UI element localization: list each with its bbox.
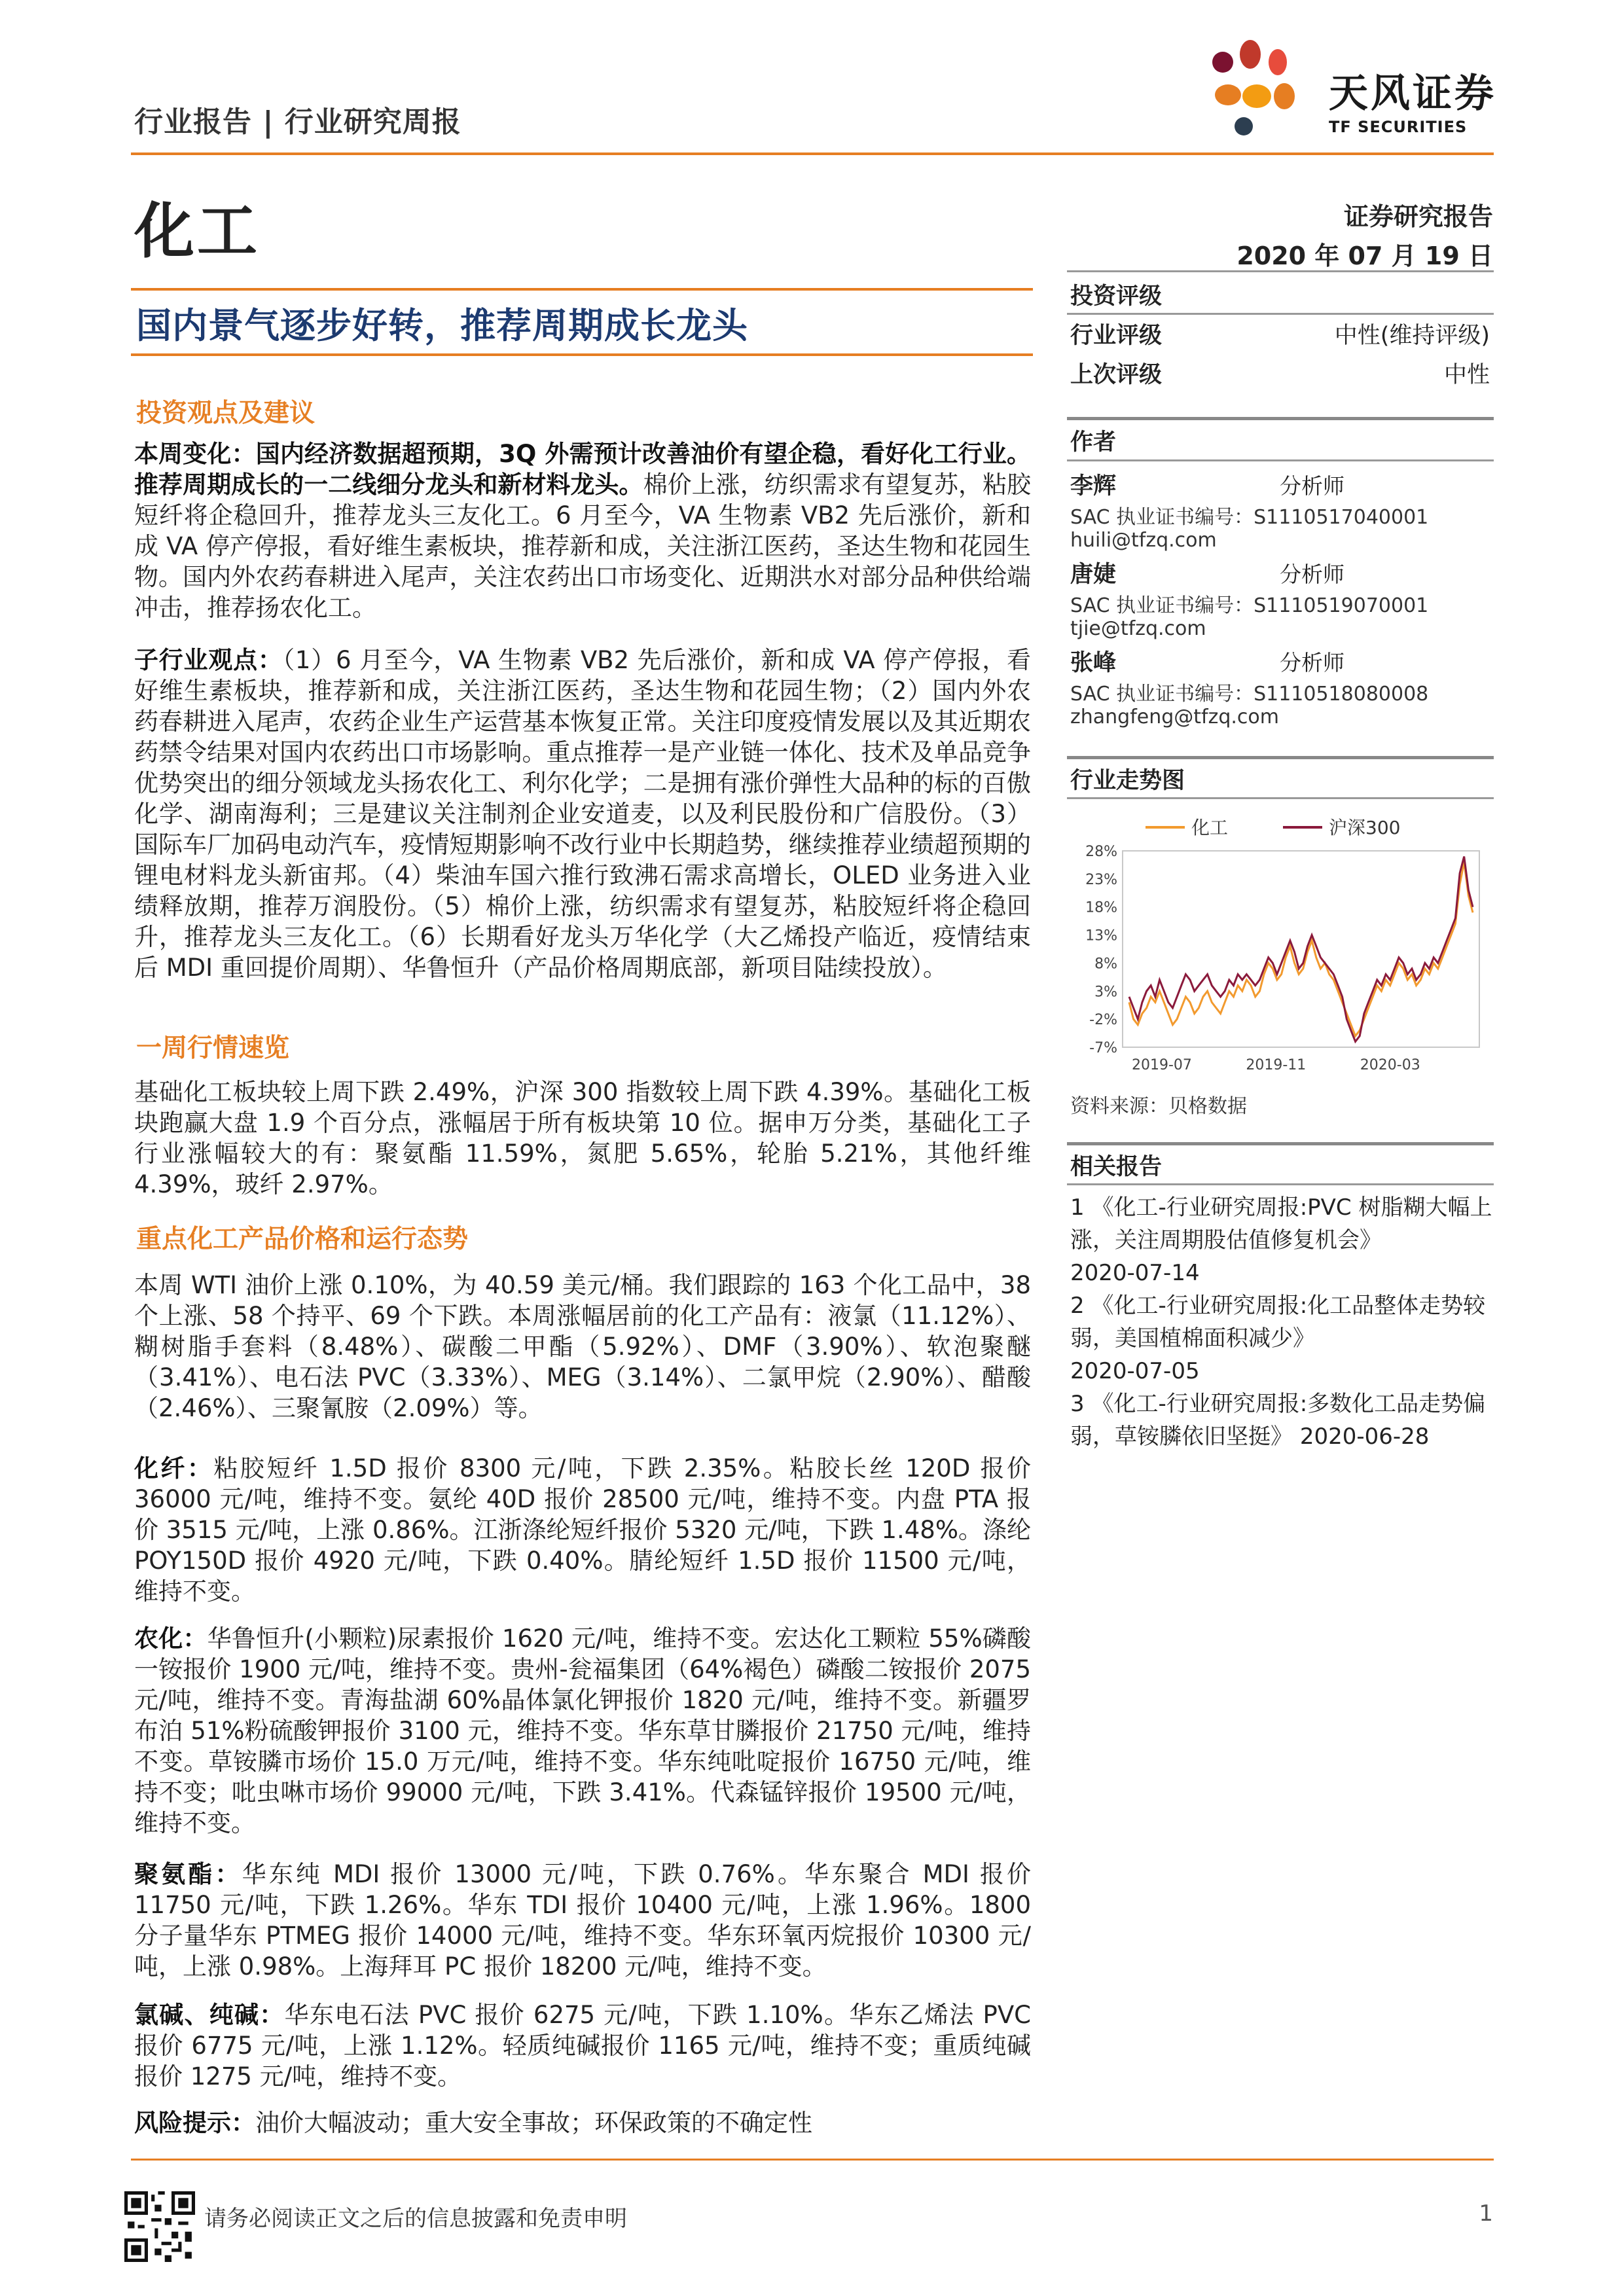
related-report-text: 2 《化工-行业研究周报:化工品整体走势较弱，美国植棉面积减少》 — [1070, 1293, 1486, 1352]
agri-bold: 农化： — [134, 1624, 208, 1653]
authors-rule — [1067, 459, 1494, 461]
y-tick-label: 23% — [1085, 871, 1117, 888]
qr-code-icon[interactable] — [124, 2191, 195, 2262]
trend-rule — [1067, 797, 1494, 799]
prev-rating-value: 中性 — [1443, 362, 1490, 388]
fiber-paragraph — [134, 1453, 1031, 1607]
plot-frame — [1123, 851, 1479, 1047]
investment-paragraph-1 — [134, 439, 1031, 623]
prev-rating-label: 上次评级 — [1070, 362, 1163, 388]
ca-paragraph — [134, 2000, 1031, 2092]
author-sac: SAC 执业证书编号：S1110519070001 — [1070, 594, 1429, 617]
doc-type: 证券研究报告 — [1343, 202, 1493, 231]
related-report-title: 3 《化工-行业研究周报:多数化工品走势偏弱，草铵膦依旧坚挺》 — [1070, 1391, 1486, 1450]
fiber-text: 粘胶短纤 1.5D 报价 8300 元/吨，下跌 2.35%。粘胶长丝 120D 报价 36000 元/吨，维持不变。氨纶 40D 报价 28500 元/吨，维持不变。内盘 PTA 报价 3515 元/吨，上涨 0.86%。江浙涤纶短纤报价 5320 元/吨，下跌 1.48%。涤纶 POY150D 报价 4920 元/吨，下跌 0.40%。腈纶短纤 1.5D 报价 11500 元/吨，维持不变。 — [134, 1454, 1031, 1605]
header-rule — [131, 152, 1494, 155]
agri-text: 华鲁恒升(小颗粒)尿素报价 1620 元/吨，维持不变。宏达化工颗粒 55%磷酸一铵报价 1900 元/吨，维持不变。贵州-瓮福集团（64%褐色）磷酸二铵报价 2075 元/吨，维持不变。青海盐湖 60%晶体氯化钾报价 1820 元/吨，维持不变。新疆罗布泊 51%粉硫酸钾报价 3100 元，维持不变。华东草甘膦报价 21750 元/吨，维持不变。草铵膦市场价 15.0 万元/吨，维持不变。华东纯吡啶报价 16750 元/吨，维持不变；吡虫啉市场价 99000 元/吨，下跌 3.41%。代森锰锌报价 19500 元/吨，维持不变。 — [134, 1624, 1032, 1837]
pu-paragraph — [134, 1859, 1031, 1982]
legend-label-chemical: 化工 — [1191, 817, 1229, 838]
ca-text: 华东电石法 PVC 报价 6275 元/吨，下跌 1.10%。华东乙烯法 PVC 报价 6775 元/吨，上涨 1.12%。轻质纯碱报价 1165 元/吨，维持不变；重质纯碱报价 1275 元/吨，维持不变。 — [134, 2001, 1032, 2090]
related-report-item[interactable] — [1070, 1191, 1492, 1289]
legend-label-hs300: 沪深300 — [1329, 817, 1401, 838]
industry-rating-value: 中性(维持评级) — [1334, 323, 1490, 349]
prices-paragraph: 本周 WTI 油价上涨 0.10%，为 40.59 美元/桶。我们跟踪的 163 个化工品中，38 个上涨、58 个持平、69 个下跌。本周涨幅居前的化工产品有：液氯（11.12%）、糊树脂手套料（8.48%）、碳酸二甲酯（5.92%）、DMF（3.90%）、软泡聚醚（3.41%）、电石法 PVC（3.33%）、MEG（3.14%）、二氯甲烷（2.90%）、醋酸（2.46%）、三聚氰胺（2.09%）等。 — [134, 1271, 1031, 1422]
page-number: 1 — [1479, 2200, 1493, 2227]
chart-source: 资料来源：贝格数据 — [1070, 1095, 1247, 1118]
fiber-bold: 化纤： — [134, 1454, 214, 1482]
section-weekly-heading: 一周行情速览 — [136, 1033, 290, 1063]
footer-rule — [131, 2159, 1494, 2161]
related-rule-top — [1067, 1142, 1494, 1145]
related-report-text: 1 《化工-行业研究周报:PVC 树脂糊大幅上涨，关注周期股估值修复机会》 — [1070, 1194, 1492, 1253]
author-role: 分析师 — [1280, 650, 1344, 675]
author-role: 分析师 — [1280, 473, 1344, 499]
agri-paragraph — [134, 1623, 1031, 1839]
authors-heading: 作者 — [1070, 429, 1117, 456]
y-tick-label: 13% — [1085, 927, 1117, 944]
industry-trend-chart — [1067, 805, 1494, 1080]
x-tick-label: 2019-07 — [1131, 1057, 1192, 1073]
report-title: 国内景气逐步好转，推荐周期成长龙头 — [136, 305, 748, 346]
trend-heading: 行业走势图 — [1070, 768, 1185, 794]
doc-date: 2020 年 07 月 19 日 — [1236, 242, 1493, 270]
logo-text-cn: 天风证券 — [1329, 71, 1496, 117]
y-tick-label: 3% — [1094, 984, 1117, 1001]
related-rule — [1067, 1183, 1494, 1185]
investment-p1-bold: 本周变化：国内经济数据超预期，3Q 外需预计改善油价有望企稳，看好化工行业。推荐周期成长的一二线细分龙头和新材料龙头。 — [134, 440, 1031, 499]
chart-legend — [1146, 817, 1400, 838]
author-sac: SAC 执业证书编号：S1110518080008 — [1070, 683, 1429, 706]
investment-p2-bold: 子行业观点： — [134, 646, 283, 674]
chart-series — [1129, 857, 1473, 1042]
related-report-item[interactable] — [1070, 1289, 1492, 1388]
y-axis — [1085, 844, 1117, 1056]
author-name: 张峰 — [1070, 650, 1117, 676]
title-rule-bottom — [131, 353, 1033, 356]
related-report-date: 2020-07-14 — [1070, 1260, 1200, 1286]
author-email[interactable]: zhangfeng@tfzq.com — [1070, 706, 1279, 728]
trend-rule-top — [1067, 756, 1494, 759]
rating-heading: 投资评级 — [1070, 283, 1163, 310]
x-axis — [1132, 1057, 1420, 1073]
x-tick-label: 2020-03 — [1360, 1057, 1420, 1073]
section-prices-heading: 重点化工产品价格和运行态势 — [136, 1225, 469, 1254]
footer-disclaimer: 请务必阅读正文之后的信息披露和免责申明 — [204, 2206, 627, 2232]
author-email[interactable]: tjie@tfzq.com — [1070, 617, 1206, 640]
y-tick-label: 18% — [1085, 899, 1117, 916]
risk-text: 油价大幅波动；重大安全事故；环保政策的不确定性 — [255, 2109, 812, 2137]
risk-bold: 风险提示： — [134, 2109, 255, 2137]
investment-p2-text: （1）6 月至今，VA 生物素 VB2 先后涨价，新和成 VA 停产停报，看好维生素板块，推荐新和成，关注浙江医药，圣达生物和花园生物；（2）国内外农药春耕进入尾声，农药企业生产运营基本恢复正常。关注印度疫情发展以及其近期农药禁令结果对国内农药出口市场影响。重点推荐一是产业链一体化、技术及单品竞争优势突出的细分领域龙头扬农化工、利尔化学；二是拥有涨价弹性大品种的标的百傲化学、湖南海利；三是建议关注制剂企业安道麦，以及利民股份和广信股份。（3）国际车厂加码电动汽车，疫情短期影响不改行业中长期趋势，继续推荐业绩超预期的锂电材料龙头新宙邦。（4）柴油车国六推行致沸石需求高增长，OLED 业务进入业绩释放期，推荐万润股份。（5）棉价上涨，纺织需求有望复苏，粘胶短纤将企稳回升，推荐龙头三友化工。（6）长期看好龙头万华化学（大乙烯投产临近，疫情结束后 MDI 重回提价周期）、华鲁恒升（产品价格周期底部，新项目陆续投放）。 — [134, 646, 1031, 982]
y-tick-label: -2% — [1089, 1012, 1117, 1029]
related-heading: 相关报告 — [1070, 1154, 1163, 1180]
rating-rule — [1067, 313, 1494, 315]
y-tick-label: 28% — [1085, 844, 1117, 860]
related-report-text — [1070, 1388, 1492, 1453]
industry-rating-label: 行业评级 — [1070, 323, 1163, 349]
ca-bold: 氯碱、纯碱： — [134, 2001, 285, 2029]
author-email[interactable]: huili@tfzq.com — [1070, 529, 1217, 552]
related-report-item[interactable] — [1070, 1388, 1492, 1453]
logo-text-en: TF SECURITIES — [1329, 118, 1468, 136]
investment-paragraph-2 — [134, 645, 1031, 983]
pu-text: 华东纯 MDI 报价 13000 元/吨，下跌 0.76%。华东聚合 MDI 报价 11750 元/吨，下跌 1.26%。华东 TDI 报价 10400 元/吨，上涨 1.96%。1800 分子量华东 PTMEG 报价 14000 元/吨，维持不变。华东环氧丙烷报价 10300 元/吨，上涨 0.98%。上海拜耳 PC 报价 18200 元/吨，维持不变。 — [134, 1860, 1031, 1981]
author-role: 分析师 — [1280, 562, 1344, 587]
author-name: 李辉 — [1070, 473, 1117, 499]
title-rule-top — [131, 288, 1033, 291]
series-line-chemical — [1129, 862, 1473, 1036]
y-tick-label: 8% — [1094, 956, 1117, 973]
investment-p1-text: 棉价上涨，纺织需求有望复苏，粘胶短纤将企稳回升，推荐龙头三友化工。6 月至今，VA 生物素 VB2 先后涨价，新和成 VA 停产停报，看好维生素板块，推荐新和成，关注浙江医药，圣达生物和花园生物。国内外农药春耕进入尾声，关注农药出口市场变化、近期洪水对部分品种供给端冲击，推荐扬农化工。 — [134, 471, 1032, 622]
author-name: 唐婕 — [1070, 562, 1117, 588]
pu-bold: 聚氨酯： — [134, 1860, 242, 1888]
industry-title: 化工 — [134, 196, 261, 266]
authors-rule-top — [1067, 417, 1494, 420]
related-report-date: 2020-07-05 — [1070, 1358, 1200, 1384]
y-tick-label: -7% — [1089, 1040, 1117, 1056]
weekly-paragraph: 基础化工板块较上周下跌 2.49%，沪深 300 指数较上周下跌 4.39%。基础化工板块跑赢大盘 1.9 个百分点，涨幅居于所有板块第 10 位。据申万分类，基础化工子行业涨幅较大的有：聚氨酯 11.59%，氮肥 5.65%，轮胎 5.21%，其他纤维 4.39%，玻纤 2.97%。 — [134, 1078, 1031, 1198]
risk-paragraph — [134, 2108, 1031, 2138]
rating-rule-top — [1067, 270, 1494, 272]
related-report-date: 2020-06-28 — [1299, 1424, 1430, 1450]
x-tick-label: 2019-11 — [1246, 1057, 1307, 1073]
section-investment-heading: 投资观点及建议 — [136, 399, 316, 428]
series-line-hs300 — [1129, 857, 1473, 1042]
report-category: 行业报告 | 行业研究周报 — [134, 105, 461, 139]
author-sac: SAC 执业证书编号：S1110517040001 — [1070, 506, 1429, 529]
